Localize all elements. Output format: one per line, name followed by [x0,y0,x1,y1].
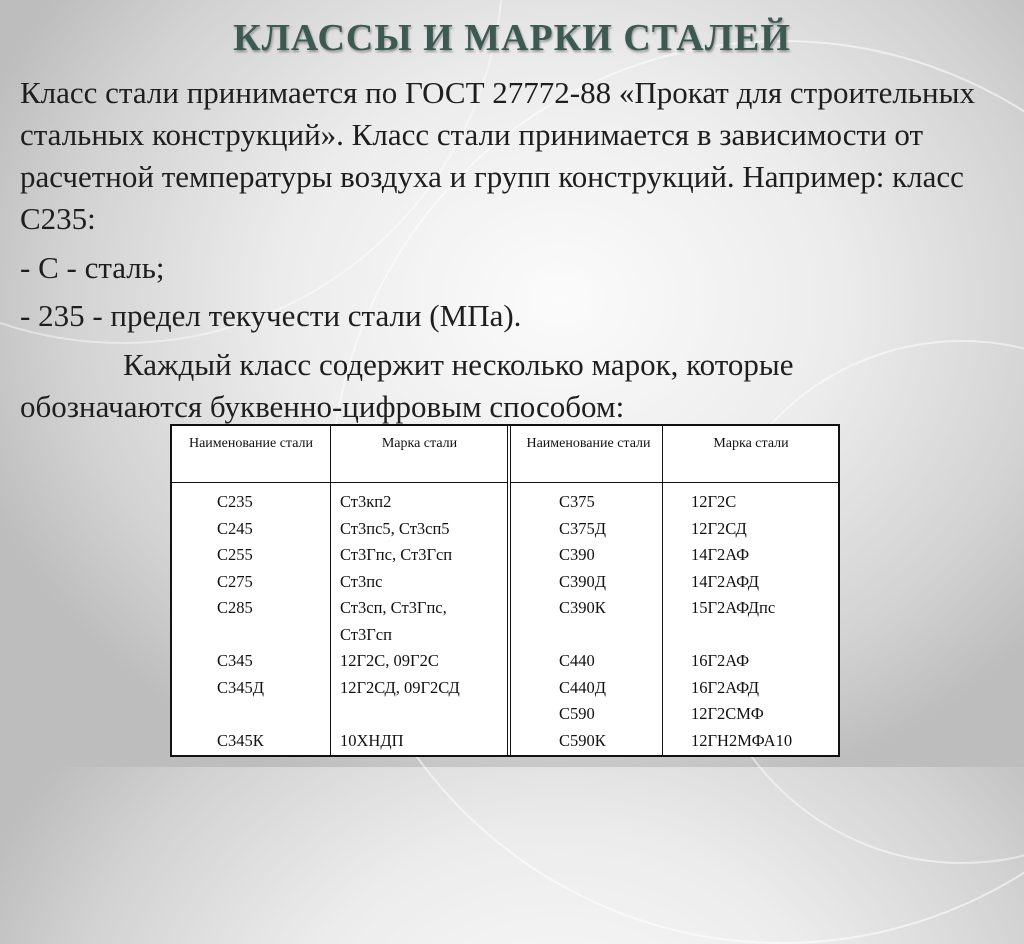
steel-name-cell: С390 [559,545,595,564]
steel-name-cell: С375Д [559,518,607,538]
table-row [172,675,507,702]
steel-name-cell: С590К [559,730,606,750]
definition-line-steel: - С - сталь; [20,250,165,285]
table-row [511,489,838,516]
steel-grade-cell: 14Г2АФД [691,571,760,591]
steel-name-cell: С590 [559,704,595,723]
table-row [511,516,838,543]
table-row [172,542,507,569]
definition-line-yield: - 235 - предел текучести стали (МПа). [20,298,522,333]
steel-name-cell: С255 [217,545,253,564]
steel-name-cell: С285 [217,598,253,617]
table-left-half [172,426,507,755]
steel-grade-cell: 12ГН2МФА10 [691,730,793,750]
steel-name-cell: С235 [217,492,253,511]
steel-grade-cell: 10ХНДП [340,730,404,750]
header-divider [172,482,507,483]
table-row [172,595,507,622]
header-steel-name: Наименование стали [526,436,651,451]
steel-grade-cell: 12Г2С [691,492,737,511]
steel-grades-table [170,424,840,757]
steel-grade-cell: Ст3сп, Ст3Гпс, [340,598,447,617]
steel-grade-cell: Ст3пс [340,571,383,591]
steel-name-cell: С245 [217,518,253,538]
steel-name-cell: С275 [217,571,253,591]
header-steel-grade: Марка стали [713,436,789,451]
table-row [172,569,507,596]
header-steel-name: Наименование стали [188,436,314,451]
header-steel-grade: Марка стали [381,436,458,451]
table-divider [507,426,508,755]
steel-grade-cell: 16Г2АФ [691,651,750,670]
intro-paragraph: Класс стали принимается по ГОСТ 27772-88 «Прокат для строительных стальных конструкций». Класс стали принимается в зависимости от расчетной температуры воздуха и групп конструкций. Например: класс С235: [20,75,975,236]
steel-name-cell: С375 [559,492,595,511]
steel-grade-cell: 14Г2АФ [691,545,750,564]
steel-name-cell: С390Д [559,571,607,591]
steel-name-cell: С345Д [217,677,265,697]
table-row [511,622,838,649]
table-row [172,728,507,755]
steel-grade-cell: 12Г2С, 09Г2С [340,651,439,670]
steel-name-cell: С345 [217,651,253,670]
header-divider [511,482,838,483]
table-row [511,728,838,755]
steel-grade-cell: 16Г2АФД [691,677,760,697]
table-row [172,701,507,728]
steel-name-cell: С440 [559,651,595,670]
table-body-right [511,489,838,754]
table-row [511,542,838,569]
table-row [511,569,838,596]
steel-grade-cell: 12Г2СД, 09Г2СД [340,677,460,697]
table-row [172,489,507,516]
steel-grade-cell: Ст3Гсп [340,624,392,644]
table-row [511,675,838,702]
steel-name-cell: С390К [559,598,606,617]
table-row [172,516,507,543]
table-body-left [172,489,507,754]
steel-grade-cell: 12Г2СД [691,518,747,538]
steel-grade-cell: 12Г2СМФ [691,704,764,723]
table-row [511,595,838,622]
table-row [511,648,838,675]
table-row [511,701,838,728]
slide-title: КЛАССЫ И МАРКИ СТАЛЕЙ [233,17,791,59]
table-row [172,622,507,649]
steel-grade-cell: Ст3пс5, Ст3сп5 [340,518,450,538]
steel-name-cell: С345К [217,730,264,750]
steel-grade-cell: Ст3Гпс, Ст3Гсп [340,545,453,564]
steel-name-cell: С440Д [559,677,607,697]
marks-paragraph: Каждый класс содержит несколько марок, которые обозначаются буквенно-цифровым способом: [20,347,794,424]
table-right-half [511,426,838,755]
steel-grade-cell: 15Г2АФДпс [691,598,776,617]
steel-grade-cell: Ст3кп2 [340,492,392,511]
table-row [172,648,507,675]
